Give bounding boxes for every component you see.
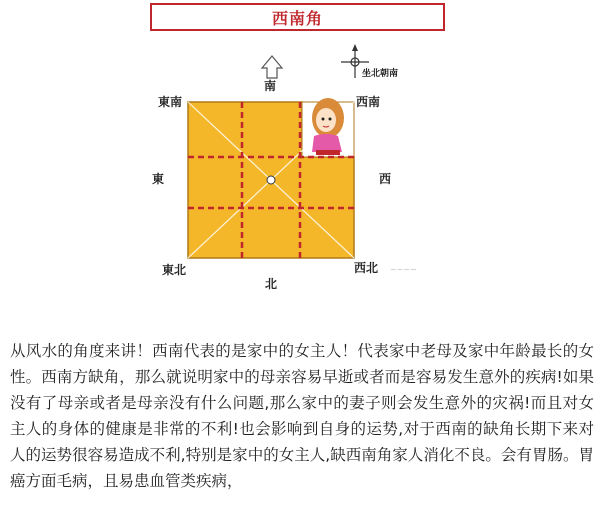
label-southwest: 西南 <box>355 95 381 109</box>
label-east: 東 <box>151 172 165 186</box>
floor-plan-svg <box>140 40 460 300</box>
orientation-label: 坐北朝南 <box>362 69 399 79</box>
label-south: 南 <box>263 79 277 93</box>
woman-figure-icon <box>312 98 344 155</box>
body-paragraph: 从风水的角度来讲！西南代表的是家中的女主人！代表家中老母及家中年龄最长的女性。西南方缺角，那么就说明家中的母亲容易早逝或者而是容易发生意外的疾病!如果没有了母亲或者是母亲没有什么问题,那么家中的妻子则会发生意外的灾祸!而且对女主人的身体的健康是非常的不利!也会影响到自身的运势,对于西南的缺角长期下来对人的运势很容易造成不利,特别是家中的女主人,缺西南角家人消化不良。会有胃肠。胃癌方面毛病，且易患血管类疾病， <box>10 342 594 490</box>
title-box <box>150 3 445 31</box>
south-arrow-icon <box>262 56 282 78</box>
label-north: 北 <box>264 277 278 291</box>
floor-plan-diagram <box>140 40 460 300</box>
label-southeast: 東南 <box>157 95 183 109</box>
page-title: 西南角 <box>271 8 323 28</box>
watermark: ~~~~ <box>390 265 417 274</box>
label-west: 西 <box>378 172 392 186</box>
label-northwest: 西北 <box>353 261 379 275</box>
label-northeast: 東北 <box>161 263 187 277</box>
